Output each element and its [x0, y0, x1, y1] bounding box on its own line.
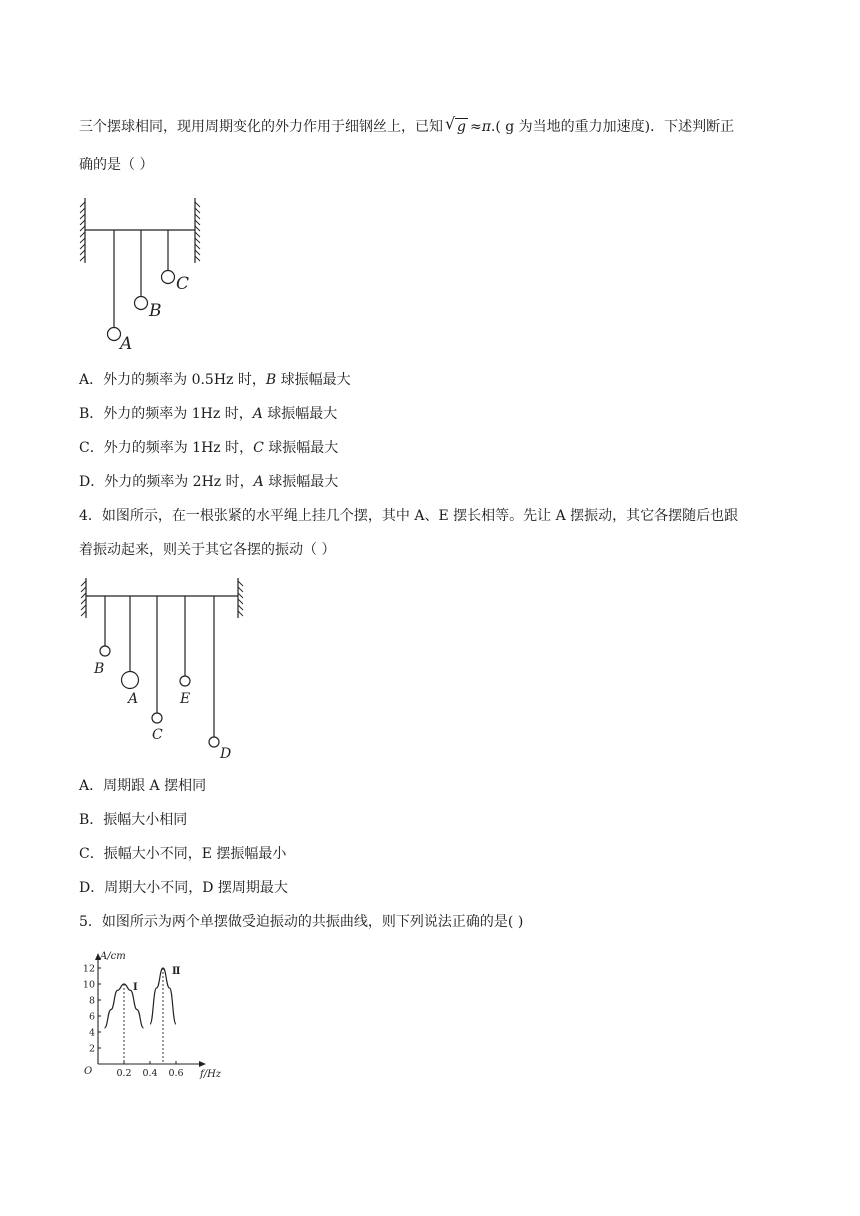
q3-pendulum-figure — [76, 196, 206, 352]
q4-stem-line2: 着振动起来，则关于其它各摆的振动（ ） — [79, 542, 336, 558]
q4-label-a: A — [128, 691, 139, 707]
y-tick-label: 12 — [82, 963, 95, 975]
q4-option-a[interactable]: A．周期跟 A 摆相同 — [79, 778, 207, 794]
y-tick-label: 4 — [88, 1027, 95, 1039]
approx-sign: ≈ — [469, 119, 482, 135]
q4-label-b: B — [94, 661, 105, 677]
x-tick-label: 0.2 — [116, 1068, 132, 1079]
q5-stem-line1: 5．如图所示为两个单摆做受迫振动的共振曲线，则下列说法正确的是( ) — [79, 914, 524, 930]
q3-stem-line1 — [79, 114, 735, 137]
q3-label-c: C — [176, 274, 190, 294]
y-tick-label: 6 — [88, 1011, 95, 1023]
q3-label-b: B — [149, 301, 162, 321]
q3-option-c[interactable]: C．外力的频率为 1Hz 时，C 球振幅最大 — [79, 440, 339, 456]
y-tick-label: 10 — [82, 979, 95, 991]
q3-stem-text-a: 三个摆球相同，现用周期变化的外力作用于细钢丝上，已知 — [79, 119, 443, 135]
x-axis-arrow — [199, 1061, 206, 1067]
q4-option-b[interactable]: B．振幅大小相同 — [79, 812, 188, 828]
y-axis-label: A/cm — [100, 951, 126, 962]
x-axis-label: f/Hz — [200, 1069, 222, 1080]
x-tick-label: 0.4 — [142, 1068, 158, 1079]
sqrt-arg: g — [457, 119, 466, 135]
origin-label: O — [84, 1066, 93, 1077]
resonance-curve-chart — [78, 948, 238, 1084]
q3-label-a: A — [120, 334, 133, 352]
series-label-1: Ⅰ — [133, 982, 138, 993]
q4-label-e: E — [180, 691, 191, 707]
q4-stem-line1: 4．如图所示，在一根张紧的水平绳上挂几个摆，其中 A、E 摆长相等。先让 A 摆振动，其它各摆随后也跟 — [79, 508, 739, 524]
q3-option-b[interactable]: B．外力的频率为 1Hz 时，A 球振幅最大 — [79, 406, 338, 422]
q3-stem-line2: 确的是（ ） — [79, 157, 154, 173]
q3-option-a[interactable]: A．外力的频率为 0.5Hz 时，B 球振幅最大 — [79, 372, 351, 388]
q4-option-c[interactable]: C．振幅大小不同，E 摆振幅最小 — [79, 846, 287, 862]
pi-symbol: π — [481, 119, 491, 135]
q4-label-d: D — [220, 746, 232, 762]
y-tick-label: 2 — [88, 1043, 95, 1055]
x-tick-label: 0.6 — [168, 1068, 184, 1079]
q3-stem-text-b: .( g 为当地的重力加速度)．下述判断正 — [490, 119, 735, 135]
q4-pendulum-figure — [78, 572, 248, 764]
q3-option-d[interactable]: D．外力的频率为 2Hz 时，A 球振幅最大 — [79, 474, 339, 490]
sqrt-g: √ g — [445, 114, 466, 135]
q4-option-d[interactable]: D．周期大小不同，D 摆周期最大 — [79, 880, 288, 896]
q4-label-c: C — [152, 727, 163, 743]
y-tick-label: 8 — [88, 995, 95, 1007]
series-label-2: Ⅱ — [172, 966, 181, 977]
